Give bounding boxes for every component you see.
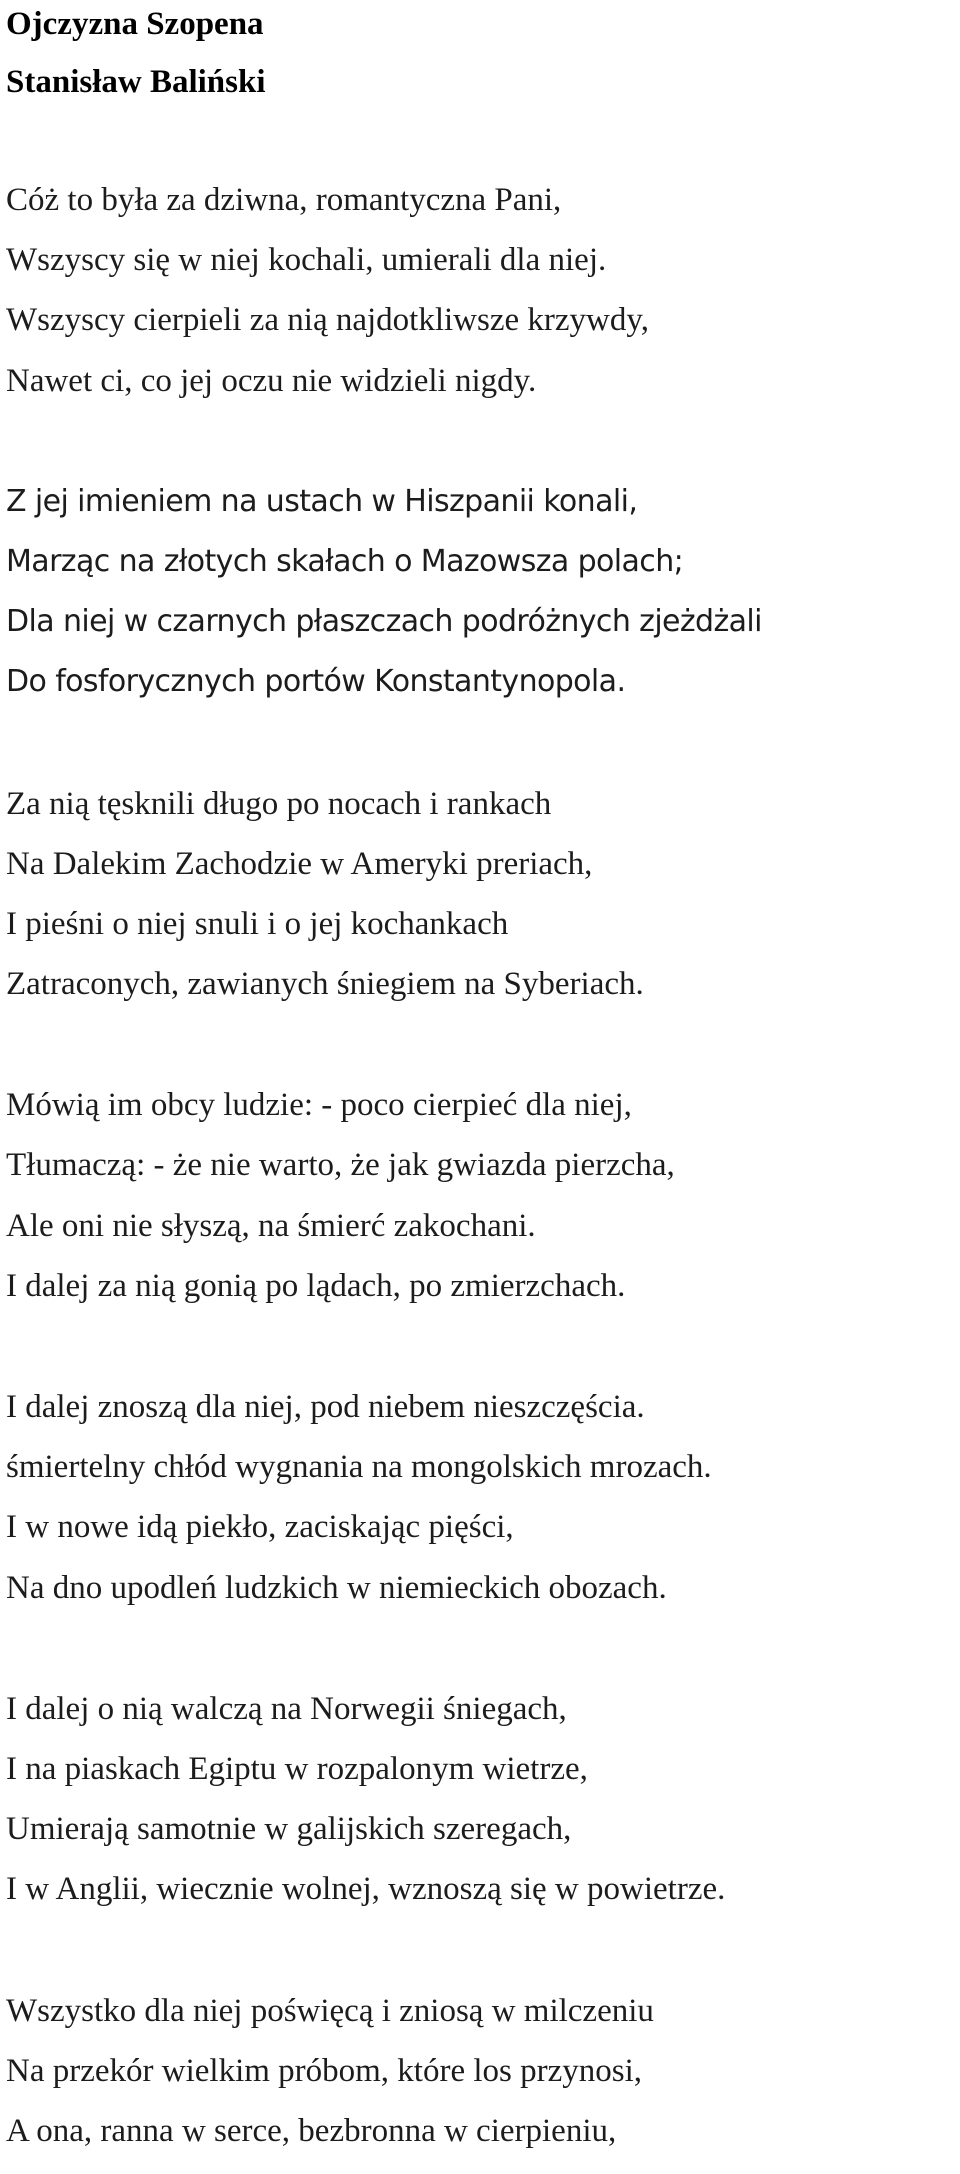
stanza-gap — [6, 1618, 956, 1679]
poem-body — [6, 170, 956, 2161]
poem-line: A ona, ranna w serce, bezbronna w cierpieniu, — [6, 2112, 617, 2149]
stanza-6 — [6, 1679, 956, 1920]
stanza-1 — [6, 170, 956, 411]
poem-line: Zatraconych, zawianych śniegiem na Syberiach. — [6, 966, 644, 1003]
poem-line: Wszystko dla niej poświęcą i zniosą w milczeniu — [6, 1992, 654, 2029]
stanza-4 — [6, 1075, 956, 1316]
poem-line: I dalej znoszą dla niej, pod niebem nieszczęścia. — [6, 1389, 645, 1425]
poem-line: I dalej za nią gonią po lądach, po zmierzchach. — [6, 1267, 626, 1304]
stanza-gap — [6, 1316, 956, 1377]
poem-line: Dla niej w czarnych płaszczach podróżnych zjeżdżali — [6, 604, 762, 640]
stanza-5 — [6, 1377, 956, 1618]
poem-line: Cóż to była za dziwna, romantyczna Pani, — [6, 182, 562, 218]
stanza-2 — [6, 472, 956, 713]
document-page — [6, 0, 956, 2161]
stanza-7 — [6, 1981, 956, 2162]
poem-line: I pieśni o niej snuli i o jej kochankach — [6, 905, 509, 942]
poem-line: Mówią im obcy ludzie: - poco cierpieć dla niej, — [6, 1087, 632, 1124]
stanza-gap — [6, 1920, 956, 1981]
poem-line: Umierają samotnie w galijskich szeregach, — [6, 1811, 572, 1848]
stanza-3 — [6, 774, 956, 1015]
poem-line: I dalej o nią walczą na Norwegii śniegach, — [6, 1690, 567, 1727]
poem-line: Na Dalekim Zachodzie w Ameryki preriach, — [6, 845, 593, 882]
poem-line: I na piaskach Egiptu w rozpalonym wietrze, — [6, 1750, 588, 1787]
poem-line: Wszyscy cierpieli za nią najdotkliwsze krzywdy, — [6, 302, 649, 339]
poem-line: I w Anglii, wiecznie wolnej, wznoszą się w powietrze. — [6, 1871, 726, 1908]
poem-line: Ale oni nie słyszą, na śmierć zakochani. — [6, 1207, 536, 1244]
stanza-gap — [6, 1014, 956, 1075]
poem-line: Nawet ci, co jej oczu nie widzieli nigdy. — [6, 362, 537, 399]
poem-line: Na dno upodleń ludzkich w niemieckich obozach. — [6, 1569, 667, 1606]
poem-line: Na przekór wielkim próbom, które los przynosi, — [6, 2052, 643, 2089]
poem-line: Wszyscy się w niej kochali, umierali dla niej. — [6, 242, 607, 279]
poem-line: śmiertelny chłód wygnania na mongolskich mrozach. — [6, 1449, 712, 1486]
poem-line: Za nią tęsknili długo po nocach i rankach — [6, 785, 552, 822]
stanza-gap — [6, 411, 956, 472]
poem-title: Ojczyzna Szopena — [6, 6, 264, 42]
poem-line: Marząc na złotych skałach o Mazowsza polach; — [6, 543, 684, 579]
title-spacer — [6, 111, 956, 170]
poem-line: Do fosforycznych portów Konstantynopola. — [6, 664, 626, 700]
poem-line: Tłumaczą: - że nie warto, że jak gwiazda pierzcha, — [6, 1147, 675, 1184]
poem-line: Z jej imieniem na ustach w Hiszpanii konali, — [6, 483, 638, 519]
poem-author: Stanisław Baliński — [6, 64, 266, 100]
poem-line: I w nowe idą piekło, zaciskając pięści, — [6, 1509, 514, 1546]
stanza-gap — [6, 713, 956, 774]
